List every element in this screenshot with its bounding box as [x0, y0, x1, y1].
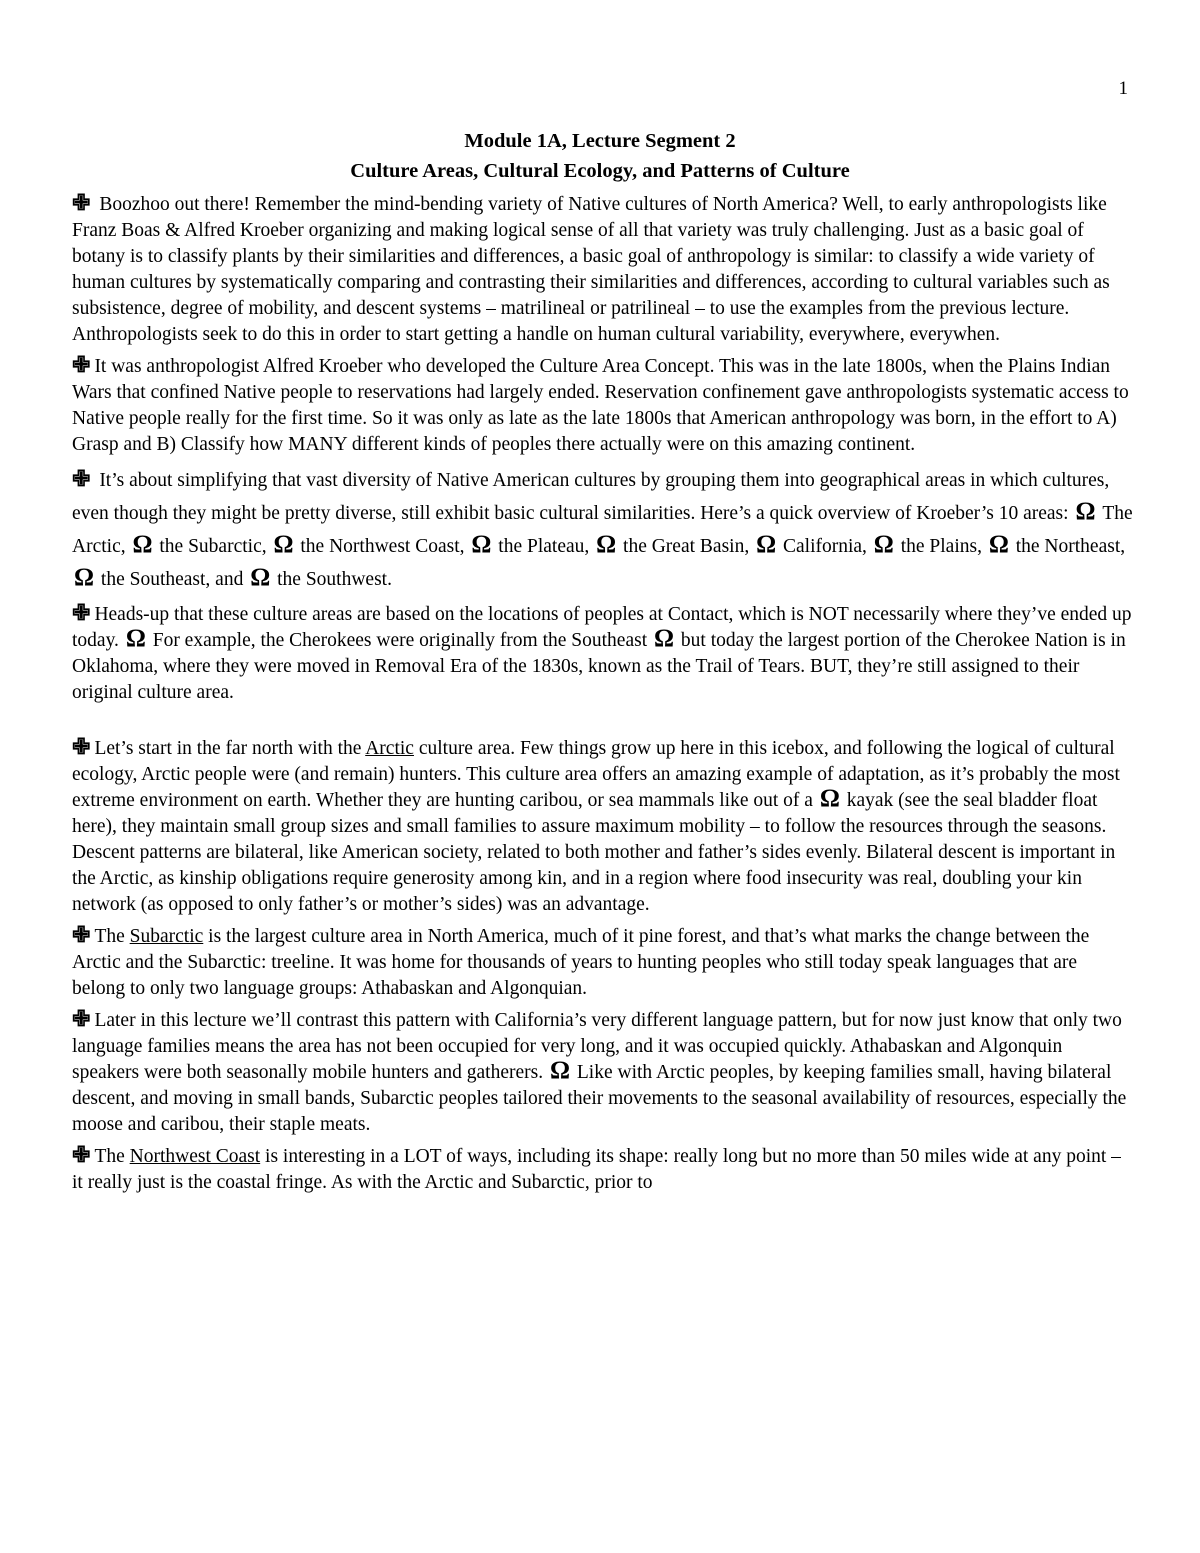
paragraph-contact-locations	[72, 602, 1134, 706]
cross-bullet-icon: ✙	[72, 734, 91, 759]
page-number: 1	[1118, 78, 1128, 99]
cross-bullet-icon: ✙	[72, 922, 91, 947]
subarctic-term: Subarctic	[129, 926, 204, 947]
omega-icon: Ω	[549, 1057, 571, 1084]
omega-icon: Ω	[1075, 498, 1096, 525]
paragraph-text: It was anthropologist Alfred Kroeber who developed the Culture Area Concept. This was in the late 1800s, when the Plains Indian Wars that confined Native people to reservations had largely ended. Reservation confinement gave anthropologists systematic access to Native people really for the first time. So it was only as late as the late 1800s that American anthropology was born, in the effort to A) Grasp and B) Classify how MANY different kinds of peoples there actually were on this amazing continent.	[72, 356, 1129, 455]
paragraph-text: For example, the Cherokees were originally from the Southeast	[147, 630, 648, 651]
paragraph-text: The	[94, 926, 130, 947]
paragraph-text: It’s about simplifying that vast diversity of Native American cultures by grouping them into geographical areas in which cultures, even though they might be pretty diverse, still exhibit basic cultural similarities. Here’s a quick overview of Kroeber’s 10 areas:	[72, 470, 1110, 524]
arctic-term: Arctic	[365, 738, 414, 759]
lecture-title: Culture Areas, Cultural Ecology, and Patterns of Culture	[350, 160, 850, 182]
culture-area-item: California,	[778, 536, 867, 557]
paragraph-northwest-coast	[72, 1144, 1134, 1196]
omega-icon: Ω	[873, 531, 894, 558]
omega-icon: Ω	[819, 785, 840, 812]
northwest-coast-term: Northwest Coast	[129, 1146, 261, 1167]
culture-area-item: the Plains,	[895, 536, 982, 557]
paragraph-language-families	[72, 1008, 1134, 1138]
paragraph-text: Like with Arctic peoples, by keeping families small, having bilateral descent, and moving in small bands, Subarctic peoples tailored their movements to the seasonal availability of resources, especially the moose and caribou, their staple meats.	[72, 1062, 1127, 1135]
omega-icon: Ω	[125, 625, 146, 652]
paragraph-text: Boozhoo out there! Remember the mind-bending variety of Native cultures of North America? Well, to early anthropologists like Franz Boas & Alfred Kroeber organizing and making logical sense of all that variety was truly challenging. Just as a basic goal of botany is to classify plants by their similarities and differences, a basic goal of anthropology is similar: to classify a wide variety of human cultures by systematically comparing and contrasting their similarities and differences, according to cultural variables such as subsistence, degree of mobility, and descent systems – matrilineal or patrilineal – to use the examples from the previous lecture. Anthropologists seek to do this in order to start getting a handle on human cultural variability, everywhere, everywhen.	[72, 194, 1110, 345]
paragraph-culture-areas	[72, 464, 1134, 596]
cross-bullet-icon: ✙	[72, 600, 91, 625]
culture-area-item: the Southwest.	[272, 569, 392, 590]
cross-bullet-icon: ✙	[72, 1142, 91, 1167]
omega-icon: Ω	[132, 531, 153, 558]
paragraph-text: Let’s start in the far north with the	[94, 738, 366, 759]
module-title: Module 1A, Lecture Segment 2	[464, 130, 736, 152]
paragraph-text: Heads-up that these culture areas are based on the locations of peoples at Contact, which is NOT necessarily where they’ve ended up today.	[72, 604, 1132, 651]
title-block	[0, 126, 1200, 186]
culture-area-item: the Southeast, and	[96, 569, 244, 590]
omega-icon: Ω	[273, 531, 294, 558]
culture-area-item: the Northwest Coast,	[295, 536, 465, 557]
paragraph-text: kayak (see the seal bladder float here), they maintain small group sizes and small families to assure maximum mobility – to follow the resources through the seasons. Descent patterns are bilateral, like American society, related to both mother and father’s sides evenly. Bilateral descent is important in the Arctic, as kinship obligations require generosity among kin, and in a region where food insecurity was real, doubling your kin network (as opposed to only father’s or mother’s sides) was an advantage.	[72, 790, 1116, 915]
paragraph-kroeber	[72, 354, 1134, 458]
culture-area-item: the Subarctic,	[154, 536, 267, 557]
omega-icon: Ω	[756, 531, 777, 558]
cross-bullet-icon: ✙	[72, 466, 91, 491]
omega-icon: Ω	[250, 564, 271, 591]
culture-area-item: The Arctic,	[72, 503, 1133, 557]
paragraph-arctic	[72, 736, 1134, 918]
paragraph-text: culture area. Few things grow up here in this icebox, and following the logical of cultural ecology, Arctic people were (and remain) hunters. This culture area offers an amazing example of adaptation, as it’s probably the most extreme environment on earth. Whether they are hunting caribou, or sea mammals like out of a	[72, 738, 1120, 811]
culture-area-item: the Great Basin,	[618, 536, 750, 557]
paragraph-text: Later in this lecture we’ll contrast this pattern with California’s very different language pattern, but for now just know that only two language families means the area has not been occupied for very long, and it was occupied quickly. Athabaskan and Algonquin speakers were both seasonally mobile hunters and gatherers.	[72, 1010, 1122, 1083]
omega-icon: Ω	[471, 531, 492, 558]
paragraph-subarctic	[72, 924, 1134, 1002]
omega-icon: Ω	[74, 564, 95, 591]
omega-icon: Ω	[988, 531, 1009, 558]
paragraph-text: The	[94, 1146, 130, 1167]
paragraph-text: is interesting in a LOT of ways, including its shape: really long but no more than 50 miles wide at any point – it really just is the coastal fringe. As with the Arctic and Subarctic, prior to	[72, 1146, 1121, 1193]
culture-area-item: the Northeast,	[1010, 536, 1126, 557]
lecture-body	[72, 192, 1134, 1202]
cross-bullet-icon: ✙	[72, 190, 91, 215]
omega-icon: Ω	[654, 625, 675, 652]
cross-bullet-icon: ✙	[72, 1006, 91, 1031]
paragraph-intro	[72, 192, 1134, 348]
paragraph-text: but today the largest portion of the Cherokee Nation is in Oklahoma, where they were moved in Removal Era of the 1830s, known as the Trail of Tears. BUT, they’re still assigned to their original culture area.	[72, 630, 1126, 703]
culture-area-item: the Plateau,	[493, 536, 590, 557]
cross-bullet-icon: ✙	[72, 352, 91, 377]
paragraph-text: is the largest culture area in North America, much of it pine forest, and that’s what marks the change between the Arctic and the Subarctic: treeline. It was home for thousands of years to hunting peoples who still today speak languages that are belong to only two language groups: Athabaskan and Algonquian.	[72, 926, 1090, 999]
omega-icon: Ω	[596, 531, 617, 558]
